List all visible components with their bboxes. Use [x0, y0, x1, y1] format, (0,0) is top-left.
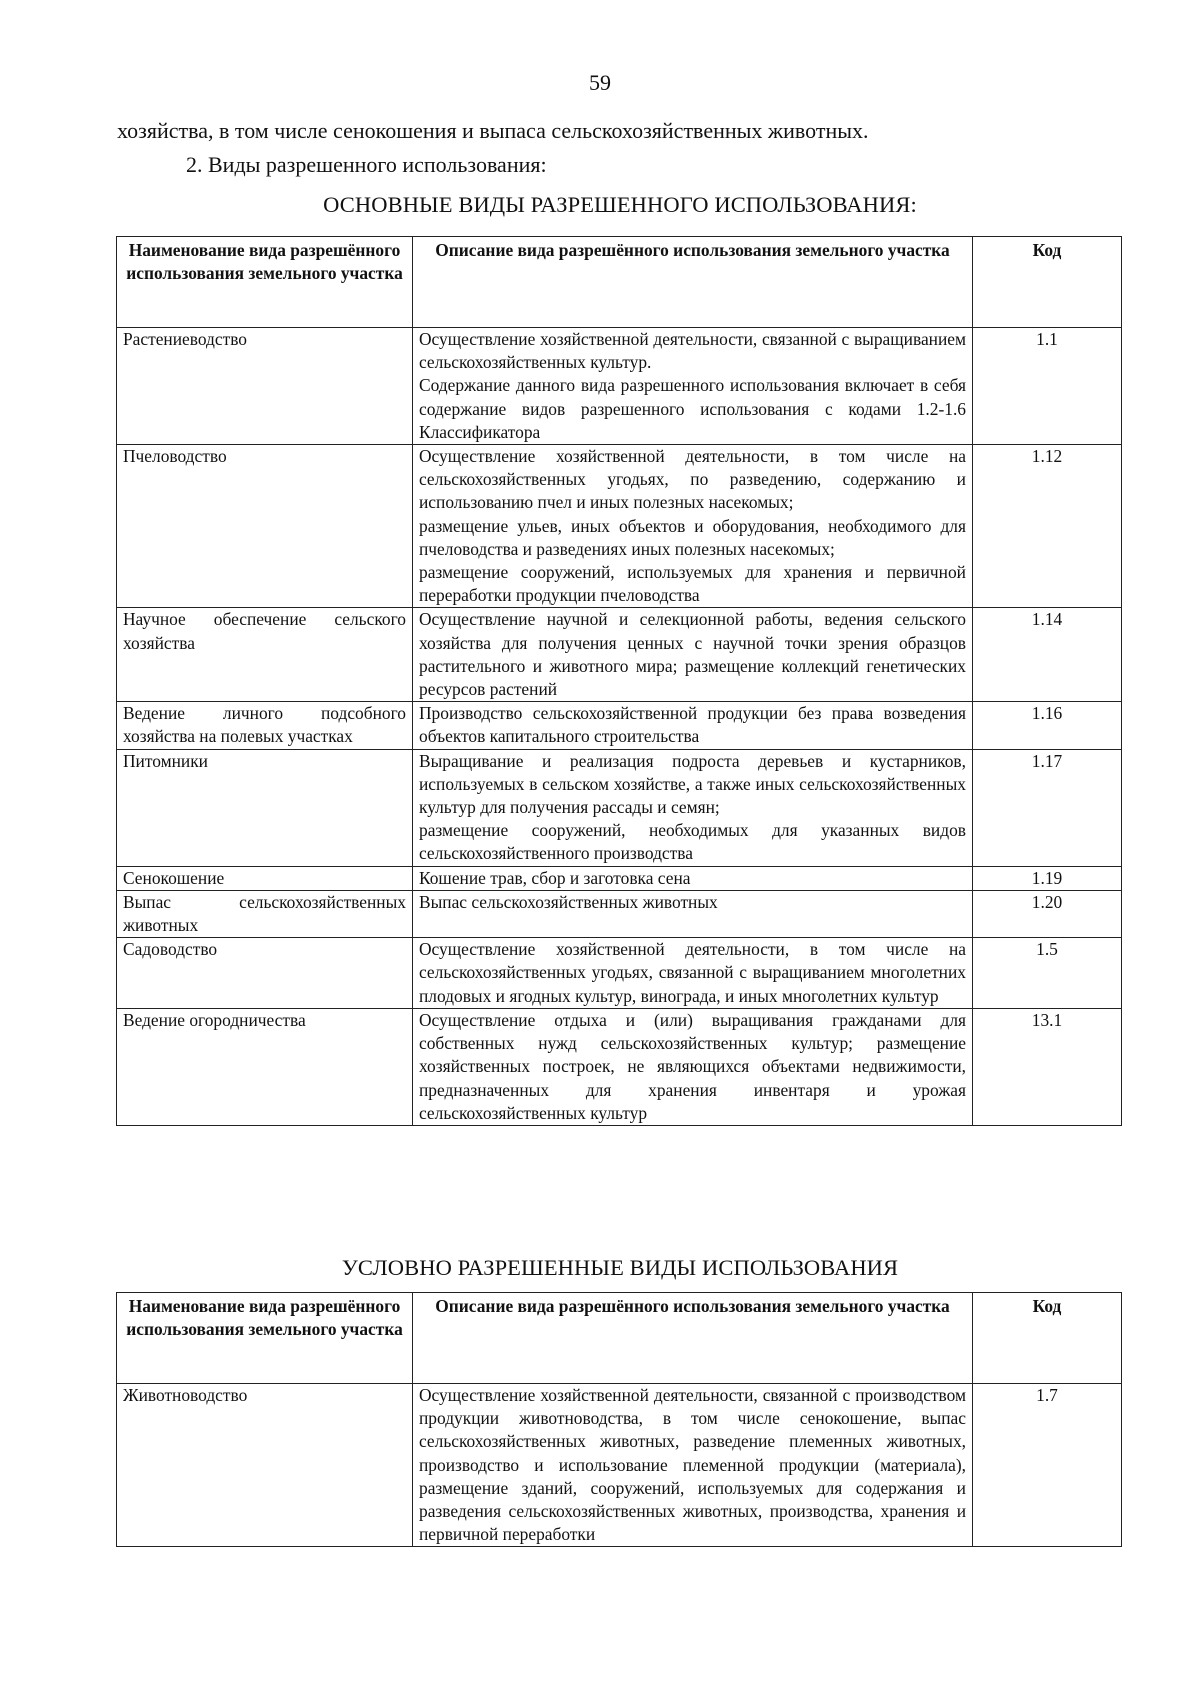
use-description-cell: [413, 1008, 973, 1125]
use-description-cell: [413, 938, 973, 1009]
use-name-cell: Ведение личного подсобного хозяйства на полевых участках: [117, 702, 413, 749]
basic-uses-rows: [117, 328, 1122, 1126]
use-code-cell: 1.5: [973, 938, 1122, 1009]
use-name-cell: Ведение огородничества: [117, 1008, 413, 1125]
use-name-cell: Питомники: [117, 749, 413, 866]
table-row: [117, 1384, 1122, 1547]
conditional-uses-table: [116, 1292, 1122, 1547]
use-code-cell: 1.12: [973, 445, 1122, 608]
description-paragraph: Осуществление хозяйственной деятельности, связанной с выращиванием сельскохозяйственных культур.: [419, 329, 966, 373]
description-paragraph: Осуществление хозяйственной деятельности, в том числе на сельскохозяйственных угодьях, по разведению, содержанию и использованию пчел и иных полезных насекомых;: [419, 446, 966, 513]
description-paragraph: Производство сельскохозяйственной продукции без права возведения объектов капитального строительства: [419, 703, 966, 747]
use-code-cell: 1.19: [973, 866, 1122, 890]
use-description-cell: [413, 445, 973, 608]
use-description-cell: [413, 702, 973, 749]
description-paragraph: размещение сооружений, используемых для хранения и первичной переработки продукции пчеловодства: [419, 562, 966, 606]
description-paragraph: Выращивание и реализация подроста деревьев и кустарников, используемых в сельском хозяйстве, а также иных сельскохозяйственных культур для получения рассады и семян;: [419, 750, 966, 818]
use-code-cell: 1.7: [973, 1384, 1122, 1547]
use-name-cell: Научное обеспечение сельского хозяйства: [117, 608, 413, 702]
use-code-cell: 1.17: [973, 749, 1122, 866]
description-paragraph: Осуществление хозяйственной деятельности, связанной с производством продукции животноводства, в том числе сенокошение, выпас сельскохозяйственных животных, разведение племенных животных, производство и использование племенной продукции (материала), размещение зданий, сооружений, используемых для содержания и разведения сельскохозяйственных животных, производства, хранения и первичной переработки: [419, 1385, 966, 1545]
header-code: Код: [973, 1293, 1122, 1384]
description-paragraph: Осуществление хозяйственной деятельности, в том числе на сельскохозяйственных угодьях, связанной с выращиванием многолетних плодовых и ягодных культур, винограда, и иных многолетних культур: [419, 939, 966, 1006]
use-description-cell: [413, 866, 973, 890]
basic-uses-table: [116, 236, 1122, 1126]
use-name-cell: Выпас сельскохозяйственных животных: [117, 890, 413, 937]
use-code-cell: 1.1: [973, 328, 1122, 445]
table-row: [117, 866, 1122, 890]
description-paragraph: Осуществление научной и селекционной работы, ведения сельского хозяйства для получения ценных с научной точки зрения образцов растительного и животного мира; размещение коллекций генетических ресурсов растений: [419, 609, 966, 700]
header-name: Наименование вида разрешённого использования земельного участка: [117, 1293, 413, 1384]
table-row: [117, 749, 1122, 866]
header-description: Описание вида разрешённого использования земельного участка: [413, 237, 973, 328]
conditional-uses-title: УСЛОВНО РАЗРЕШЕННЫЕ ВИДЫ ИСПОЛЬЗОВАНИЯ: [341, 1255, 899, 1280]
use-description-cell: [413, 328, 973, 445]
intro-line-2: 2. Виды разрешенного использования:: [186, 152, 547, 177]
description-paragraph: размещение сооружений, необходимых для указанных видов сельскохозяйственного производства: [419, 820, 966, 864]
header-code: Код: [973, 237, 1122, 328]
use-description-cell: [413, 608, 973, 702]
use-description-cell: [413, 1384, 973, 1547]
description-paragraph: Кошение трав, сбор и заготовка сена: [419, 867, 691, 888]
table-row: [117, 890, 1122, 937]
header-description: Описание вида разрешённого использования земельного участка: [413, 1293, 973, 1384]
page-number: 59: [589, 70, 611, 95]
use-name-cell: Сенокошение: [117, 866, 413, 890]
description-paragraph: размещение ульев, иных объектов и оборудования, необходимого для пчеловодства и разведениях иных полезных насекомых;: [419, 515, 966, 559]
use-description-cell: [413, 890, 973, 937]
use-name-cell: Растениеводство: [117, 328, 413, 445]
use-description-cell: [413, 749, 973, 866]
use-code-cell: 1.20: [973, 890, 1122, 937]
use-name-cell: Пчеловодство: [117, 445, 413, 608]
basic-uses-title: ОСНОВНЫЕ ВИДЫ РАЗРЕШЕННОГО ИСПОЛЬЗОВАНИЯ:: [323, 192, 917, 217]
table-header-row: [117, 1293, 1122, 1384]
use-code-cell: 1.14: [973, 608, 1122, 702]
table-row: [117, 1008, 1122, 1125]
use-name-cell: Садоводство: [117, 938, 413, 1009]
table-header-row: [117, 237, 1122, 328]
description-paragraph: Содержание данного вида разрешенного использования включает в себя содержание видов разрешенного использования с кодами 1.2-1.6 Классификатора: [419, 375, 966, 442]
use-name-cell: Животноводство: [117, 1384, 413, 1547]
table-row: [117, 445, 1122, 608]
conditional-uses-rows: [117, 1384, 1122, 1547]
description-paragraph: Выпас сельскохозяйственных животных: [419, 891, 718, 912]
header-name: Наименование вида разрешённого использования земельного участка: [117, 237, 413, 328]
description-paragraph: Осуществление отдыха и (или) выращивания гражданами для собственных нужд сельскохозяйственных культур; размещение хозяйственных построек, не являющихся объектами недвижимости, предназначенных для хранения инвентаря и урожая сельскохозяйственных культур: [419, 1009, 966, 1123]
intro-line-1: хозяйства, в том числе сенокошения и выпаса сельскохозяйственных животных.: [117, 118, 869, 143]
use-code-cell: 13.1: [973, 1008, 1122, 1125]
table-row: [117, 328, 1122, 445]
table-row: [117, 608, 1122, 702]
table-row: [117, 702, 1122, 749]
use-code-cell: 1.16: [973, 702, 1122, 749]
table-row: [117, 938, 1122, 1009]
